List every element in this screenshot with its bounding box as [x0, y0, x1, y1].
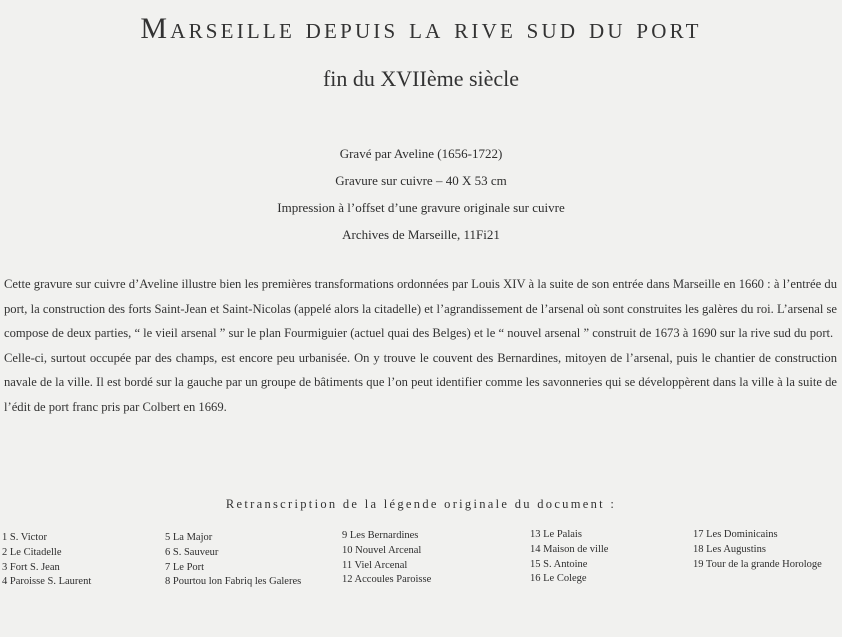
legend-item: 11 Viel Arcenal	[342, 559, 408, 571]
legend-item: 17 Les Dominicains	[693, 529, 778, 540]
legend-item: 5 La Major	[165, 532, 213, 543]
legend-item: 16 Le Colege	[530, 573, 587, 585]
print-line: Impression à l’offset d’une gravure originale sur cuivre	[277, 200, 565, 215]
legend-item: 19 Tour de la grande Horologe	[693, 558, 822, 570]
legend-item: 14 Maison de ville	[530, 543, 609, 555]
medium-line: Gravure sur cuivre – 40 X 53 cm	[335, 173, 507, 188]
engraver-line: Gravé par Aveline (1656-1722)	[339, 146, 503, 161]
document-subtitle: fin du XVIIème siècle	[322, 66, 520, 91]
engraving-info	[0, 140, 842, 248]
legend-item: 3 Fort S. Jean	[2, 561, 60, 573]
paragraph: Cette gravure sur cuivre d’Aveline illustre bien les premières transformations ordonnées par Louis XIV à la suite de son entrée dans Marseille en 1660 : à l’entrée du port, la construction des forts Saint-Jean et Saint-Nicolas (appelé alors la citadelle) et l’agrandissement de l’arsenal où sont construites les galères du roi. L’arsenal se compose de deux parties, “ le vieil arsenal ” sur le plan Fourmiguier (actuel quai des Belges) et le “ nouvel arsenal ” construit de 1673 à 1690 sur la rive sud du port.	[4, 277, 837, 341]
legend-item: 10 Nouvel Arcenal	[342, 544, 422, 556]
legend-item: 12 Accoules Paroisse	[342, 574, 432, 586]
legend-column	[530, 528, 608, 587]
legend-item: 4 Paroisse S. Laurent	[2, 576, 92, 588]
legend-item: 6 S. Sauveur	[165, 546, 219, 558]
legend-item: 13 Le Palais	[530, 529, 582, 540]
legend-item: 7 Le Port	[165, 561, 205, 573]
legend-column	[693, 528, 822, 572]
document-title: Marseille depuis la rive sud du port	[140, 12, 702, 45]
legend-title: Retranscription de la légende originale du document :	[225, 497, 617, 511]
paragraph: Celle-ci, surtout occupée par des champs, est encore peu urbanisée. On y trouve le couvent des Bernardines, mitoyen de l’arsenal, puis le chantier de construction navale de la ville. Il est bordé sur la gauche par un groupe de bâtiments que l’on peut identifier comme les savonneries qui se développèrent dans la ville à la suite de l’édit de port franc pris par Colbert en 1669.	[4, 350, 837, 414]
legend-item: 9 Les Bernardines	[342, 530, 419, 541]
description-text	[4, 272, 837, 420]
legend-column	[165, 531, 301, 590]
legend-column	[2, 531, 91, 590]
legend-column	[342, 529, 431, 588]
legend-item: 1 S. Victor	[2, 532, 47, 543]
legend-item: 18 Les Augustins	[693, 543, 766, 555]
legend-item: 2 Le Citadelle	[2, 546, 62, 558]
legend-item: 15 S. Antoine	[530, 558, 588, 570]
archive-line: Archives de Marseille, 11Fi21	[342, 227, 500, 242]
legend-item: 8 Pourtou lon Fabriq les Galeres	[165, 576, 302, 588]
